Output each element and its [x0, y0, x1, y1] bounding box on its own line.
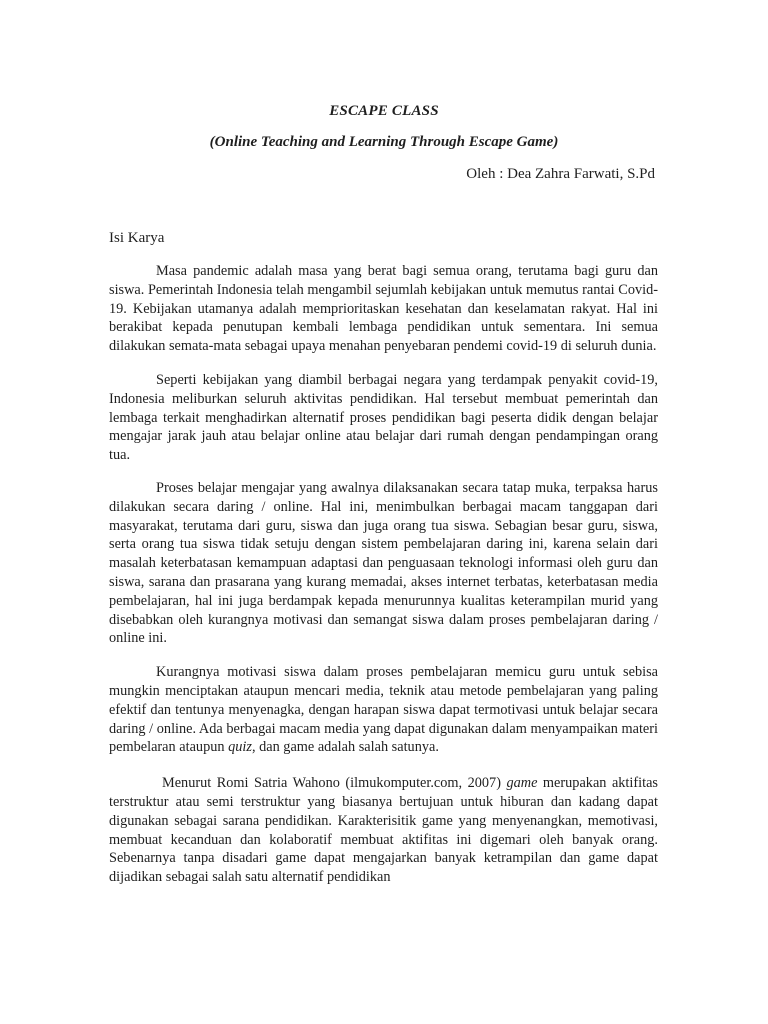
paragraph-5-italic-term: game — [506, 775, 538, 792]
paragraph-1: Masa pandemic adalah masa yang berat bagi semua orang, terutama bagi guru dan siswa. Pemerintah Indonesia telah mengambil sejumlah kebijakan untuk memutus rantai Covid-19. Kebijakan utamanya adalah memprioritaskan kesehatan dan keselamatan rakyat. Hal ini berakibat kepada penutupan kembali lembaga pendidikan untuk sementara. Ini semua dilakukan semata-mata sebagai upaya menahan penyebaran pendemi covid-19 di seluruh dunia. — [109, 263, 658, 355]
document-title: ESCAPE CLASS — [329, 103, 439, 119]
document-subtitle: (Online Teaching and Learning Through Escape Game) — [209, 134, 559, 150]
paragraph-4 — [109, 663, 658, 757]
section-heading: Isi Karya — [109, 230, 165, 246]
paragraph-5 — [109, 774, 658, 887]
document-body — [109, 262, 658, 900]
paragraph-3: Proses belajar mengajar yang awalnya dilaksanakan secara tatap muka, terpaksa harus dilakukan secara daring / online. Hal ini, menimbulkan berbagai macam tanggapan dari masyarakat, terutama dari guru, siswa dan juga orang tua siswa. Sebagian besar guru, siswa, serta orang tua siswa tidak setuju dengan sistem pembelajaran daring ini, karena selain dari masalah keterbatasan kemampuan adaptasi dan penguasaan teknologi informasi oleh guru dan siswa, sarana dan prasarana yang kurang memadai, akses internet terbatas, keterbatasan media pembelajaran, hal ini juga berdampak kepada menurunnya kualitas keterampilan murid yang disebabkan oleh kurangnya motivasi dan semangat siswa dalam proses pembelajaran daring / online ini. — [109, 479, 658, 647]
author-line: Oleh : Dea Zahra Farwati, S.Pd — [466, 166, 655, 182]
paragraph-2: Seperti kebijakan yang diambil berbagai negara yang terdampak penyakit covid-19, Indonesia meliburkan seluruh aktivitas pendidikan. Hal tersebut membuat pemerintah dan lembaga terkait menghadirkan alternatif proses pendidikan bagi peserta didik dengan belajar mengajar jarak jauh atau belajar online atau belajar dari rumah dengan pendampingan orang tua. — [109, 371, 658, 464]
paragraph-5-text-before: Menurut Romi Satria Wahono (ilmukomputer.com, 2007) — [162, 775, 507, 792]
paragraph-4-italic-term: quiz — [228, 739, 252, 756]
paragraph-4-text-after: , dan game adalah salah satunya. — [251, 739, 439, 756]
paragraph-4-text-before: Kurangnya motivasi siswa dalam proses pembelajaran memicu guru untuk sebisa mungkin menciptakan ataupun mencari media, teknik atau metode pembelajaran yang paling efektif dan tentunya menyenagka, dengan harapan siswa dapat termotivasi untuk belajar secara daring / online. Ada berbagai macam media yang dapat digunakan dalam menyampaikan materi pembelaran ataupun — [109, 664, 658, 756]
paragraph-5-text-after: merupakan aktifitas terstruktur atau semi terstruktur yang biasanya bertujuan untuk hiburan dan kadang dapat digunakan sebagai sarana pendidikan. Karakterisitik game yang menyenangkan, memotivasi, membuat kecanduan dan kolaboratif membuat aktifitas ini digemari oleh banyak orang. Sebenarnya tanpa disadari game dapat mengajarkan banyak ketrampilan dan game dapat dijadikan sebagai salah satu alternatif pendidikan — [109, 775, 658, 886]
